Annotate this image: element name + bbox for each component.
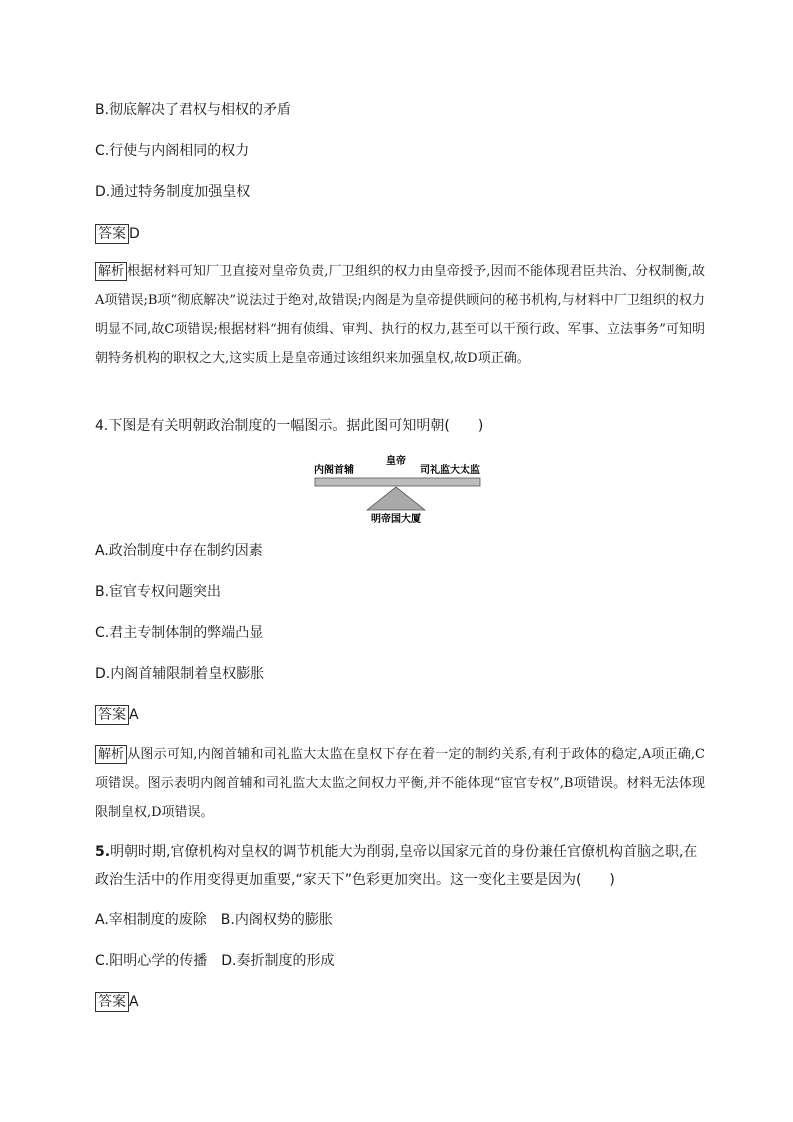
q4-answer — [95, 705, 139, 725]
question-number: 5. — [95, 844, 111, 860]
q4-stem — [95, 412, 705, 440]
balance-beam — [315, 478, 480, 486]
q4-option-a: A.政治制度中存在制约因素 — [95, 543, 263, 559]
q3-analysis — [95, 257, 705, 373]
q5-stem — [95, 838, 705, 894]
q3-option-c: C.行使与内阁相同的权力 — [95, 143, 250, 159]
answer-value: A — [129, 994, 139, 1010]
answer-tag: 答案 — [95, 992, 129, 1012]
answer-tag: 答案 — [95, 224, 129, 244]
answer-value: A — [129, 707, 139, 723]
question-text: 下图是有关明朝政治制度的一幅图示。据此图可知明朝( ) — [108, 418, 484, 434]
q3-option-d: D.通过特务制度加强皇权 — [95, 184, 251, 200]
balance-figure — [310, 450, 485, 528]
q5-answer — [95, 992, 139, 1012]
question-number: 4. — [95, 418, 109, 434]
q4-option-c: C.君主专制体制的弊端凸显 — [95, 625, 264, 641]
fulcrum-triangle — [367, 487, 425, 510]
q4-option-d: D.内阁首辅限制着皇权膨胀 — [95, 666, 265, 682]
q5-option-d: D.奏折制度的形成 — [221, 953, 335, 969]
question-text: 明朝时期,官僚机构对皇权的调节机能大为削弱,皇帝以国家元首的身份兼任官僚机构首脑之职,在政治生活中的作用变得更加重要,“家天下”色彩更加突出。这一变化主要是因为( ) — [95, 844, 698, 888]
q5-options-row2 — [95, 951, 334, 971]
q5-options-row1 — [95, 910, 333, 930]
q4-analysis — [95, 740, 705, 827]
analysis-text: 根据材料可知厂卫直接对皇帝负责,厂卫组织的权力由皇帝授予,因而不能体现君臣共治、分权制衡,故A项错误;B项“彻底解决”说法过于绝对,故错误;内阁是为皇帝提供顾问的秘书机构,与材料中厂卫组织的权力明显不同,故C项错误;根据材料“拥有侦缉、审判、执行的权力,甚至可以干预行政、军事、立法事务”可知明朝特务机构的职权之大,这实质上是皇帝通过该组织来加强皇权,故D项正确。 — [95, 264, 705, 366]
answer-tag: 答案 — [95, 705, 129, 725]
figure-top-label: 皇帝 — [386, 456, 406, 467]
figure-left-label: 内阁首辅 — [314, 465, 354, 476]
q5-option-b: B.内阁权势的膨胀 — [220, 912, 333, 928]
analysis-text: 从图示可知,内阁首辅和司礼监大太监在皇权下存在着一定的制约关系,有利于政体的稳定,A项正确,C项错误。图示表明内阁首辅和司礼监大太监之间权力平衡,并不能体现“宦官专权”,B项错误。材料无法体现限制皇权,D项错误。 — [95, 747, 705, 820]
q5-option-a: A.宰相制度的废除 — [95, 912, 207, 928]
analysis-tag: 解析 — [95, 745, 127, 764]
q5-option-c: C.阳明心学的传播 — [95, 953, 208, 969]
q3-answer — [95, 224, 140, 244]
analysis-tag: 解析 — [95, 262, 127, 281]
answer-value: D — [129, 226, 140, 242]
figure-base-label: 明帝国大厦 — [371, 514, 421, 525]
q4-option-b: B.宦官专权问题突出 — [95, 584, 222, 600]
q3-option-b: B.彻底解决了君权与相权的矛盾 — [95, 102, 292, 118]
figure-right-label: 司礼监大太监 — [420, 465, 480, 476]
